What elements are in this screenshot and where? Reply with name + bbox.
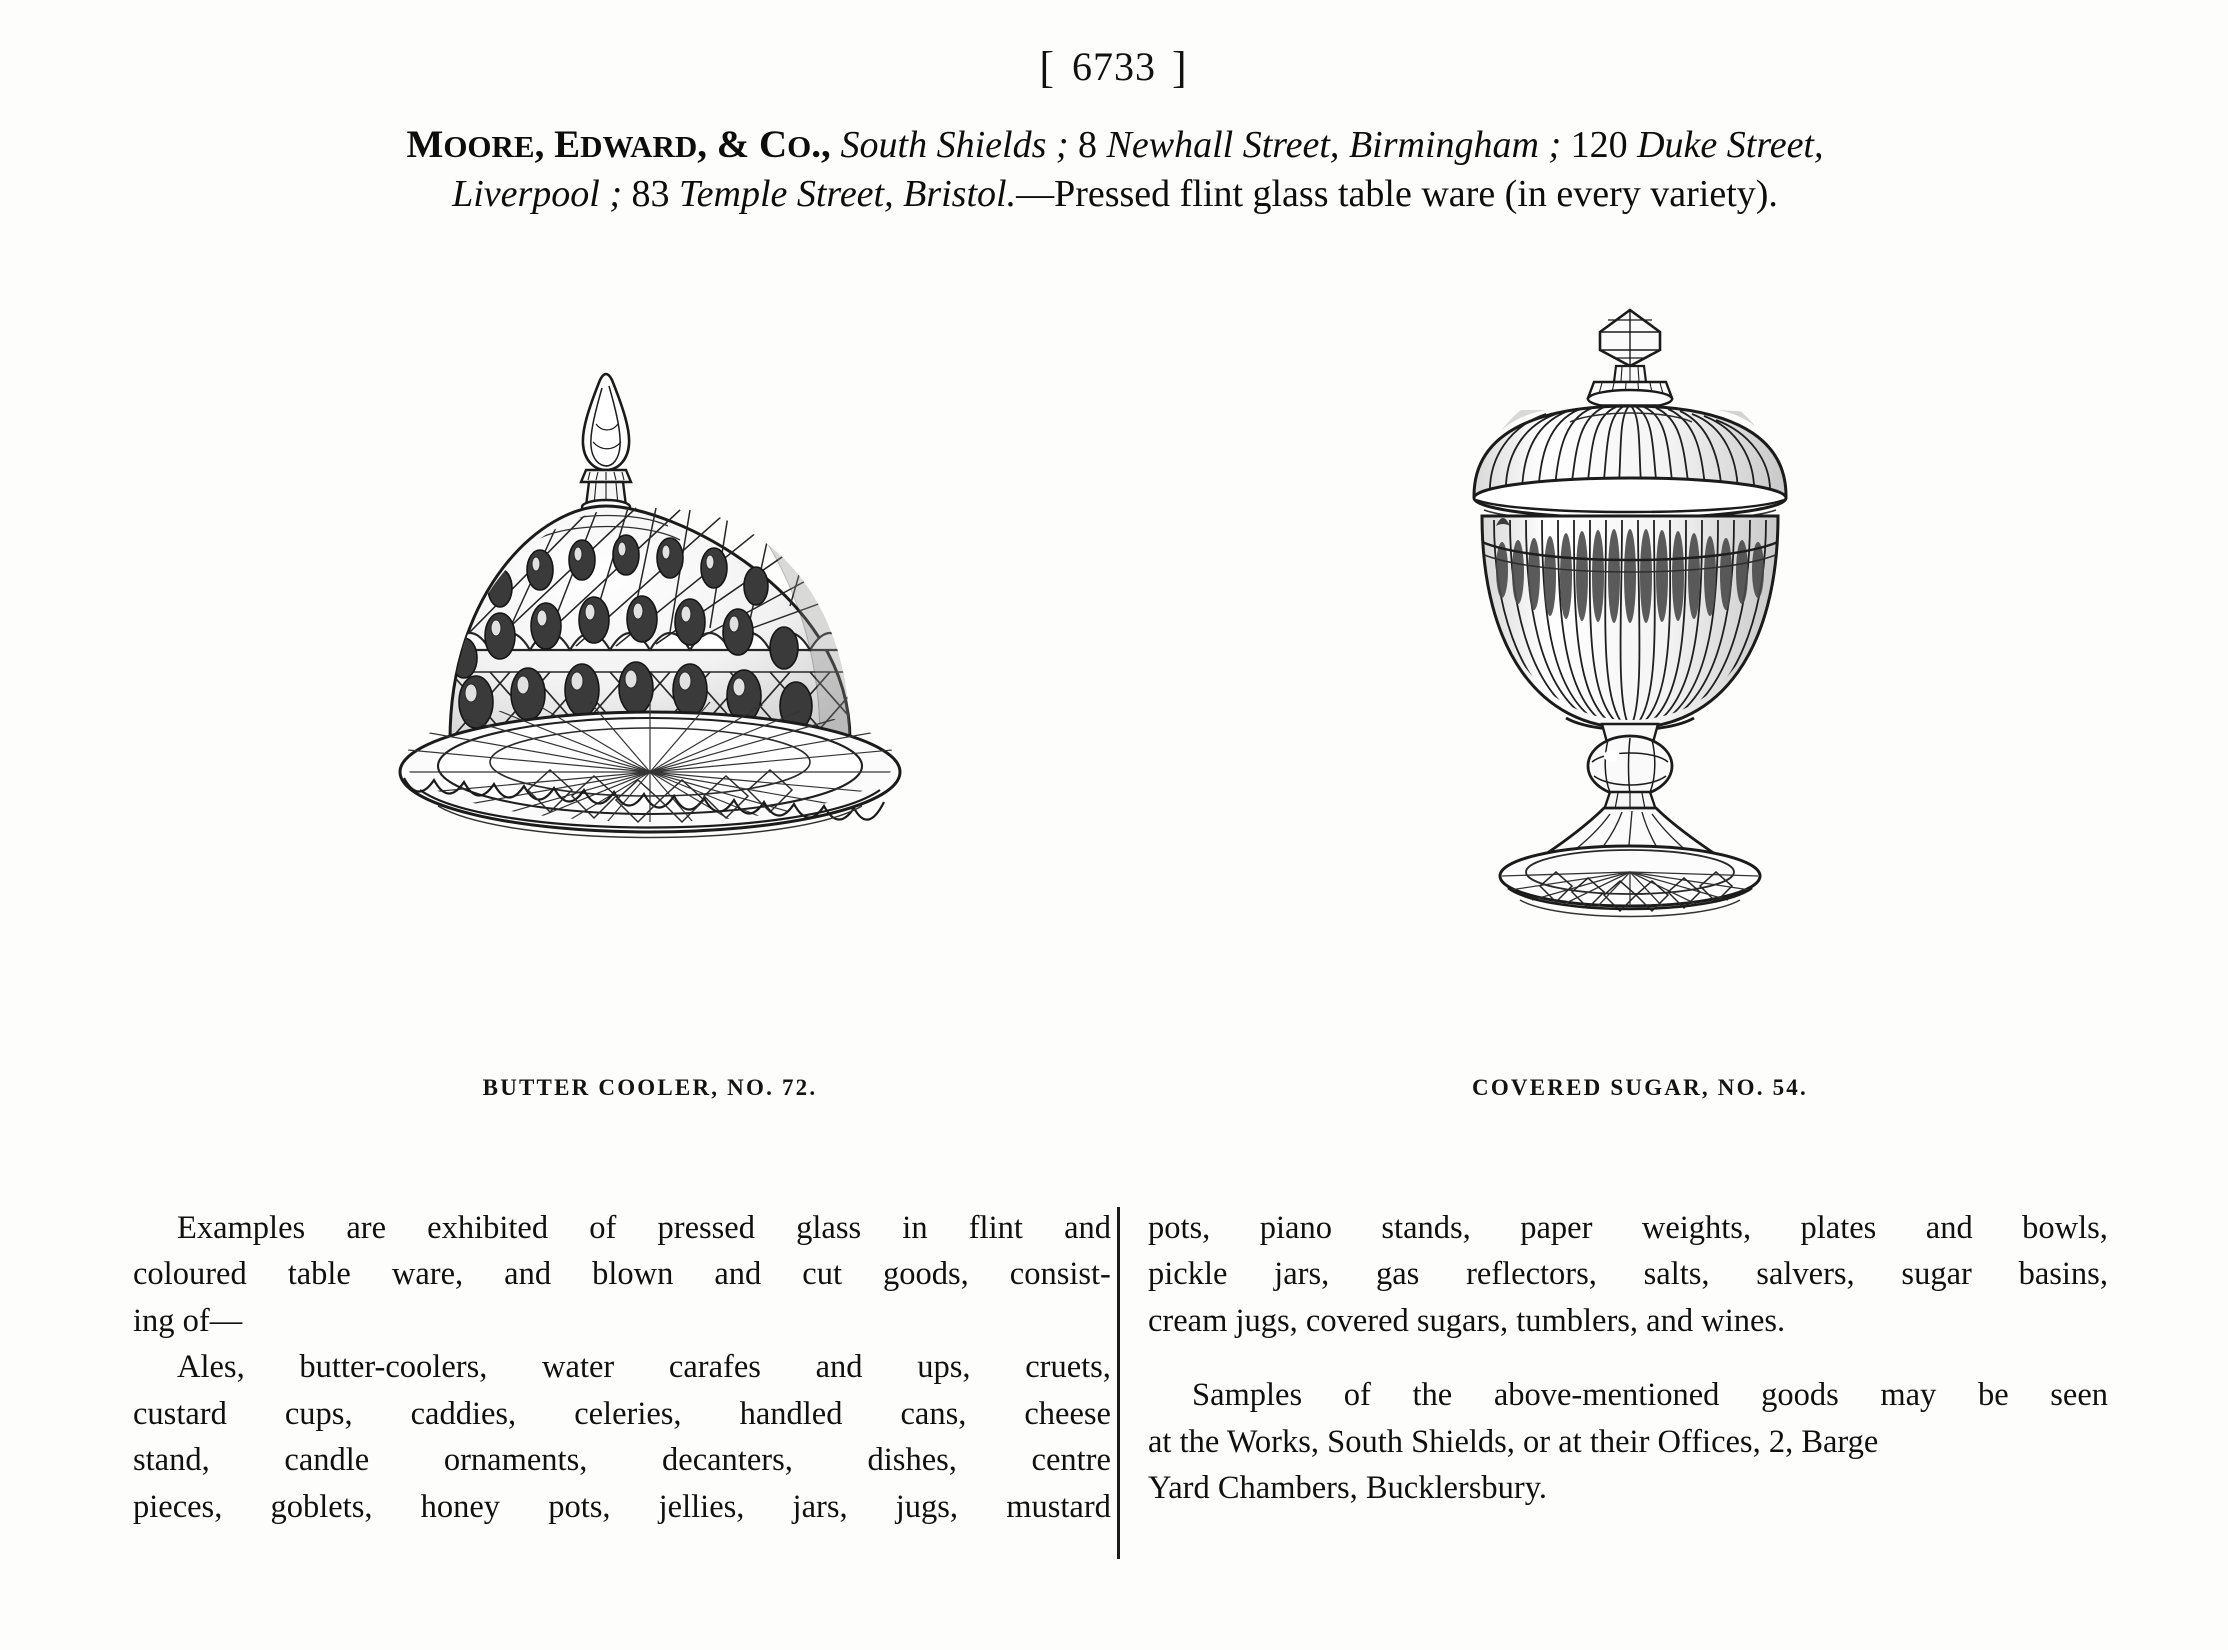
text-line: Samples of the above-mentioned goods may be seen bbox=[1192, 1377, 2108, 1414]
butter-cooler-engraving bbox=[300, 300, 1000, 1060]
covered-sugar-engraving bbox=[1370, 300, 1890, 1060]
paragraph-goods-list bbox=[133, 1344, 1111, 1530]
text-line: Ales, butter-coolers, water carafes and ups, cruets, bbox=[177, 1349, 1111, 1386]
covered-sugar-lid bbox=[1470, 406, 1792, 522]
page-number bbox=[0, 42, 2228, 93]
heading-address-newhall: Newhall Street, bbox=[1106, 124, 1340, 166]
text-line: Examples are exhibited of pressed glass in flint and bbox=[177, 1210, 1111, 1246]
heading-description: —Pressed flint glass table ware (in every variety). bbox=[1016, 172, 1778, 215]
caption-butter-cooler: BUTTER COOLER, NO. 72. bbox=[482, 1075, 818, 1100]
left-column bbox=[133, 1205, 1111, 1530]
covered-sugar-foot bbox=[1500, 808, 1760, 917]
body-text bbox=[0, 1205, 2228, 1625]
figure-butter-cooler bbox=[300, 300, 1000, 1065]
butter-cooler-finial bbox=[581, 374, 631, 514]
heading-address-liverpool: Liverpool ; bbox=[452, 172, 622, 215]
right-column bbox=[1148, 1205, 2108, 1512]
text-line: at the Works, South Shields, or at their Offices, 2, Barge bbox=[1148, 1423, 1879, 1460]
heading-address-south-shields: South Shields ; bbox=[840, 124, 1069, 166]
heading-line-1: MOORE, EDWARD, & CO., South Shields ; 8 Newhall Street, Birmingham ; 120 Duke Street, bbox=[406, 123, 1824, 166]
paragraph-goods-continued bbox=[1148, 1205, 2108, 1344]
bracket-close: ] bbox=[1172, 43, 1189, 92]
text-line: ing of— bbox=[133, 1302, 243, 1339]
exhibitor-heading bbox=[140, 120, 2090, 219]
caption-covered-sugar: COVERED SUGAR, NO. 54. bbox=[1472, 1075, 1808, 1100]
text-line: Yard Chambers, Bucklersbury. bbox=[1148, 1470, 1547, 1507]
figure-covered-sugar bbox=[1370, 300, 1890, 1065]
illustration-row bbox=[0, 300, 2228, 1100]
text-line: custard cups, caddies, celeries, handled cans, cheese bbox=[133, 1395, 1111, 1432]
heading-address-bristol: Temple Street, Bristol. bbox=[679, 172, 1017, 215]
heading-address-birmingham: Birmingham ; bbox=[1348, 124, 1562, 166]
heading-line-2: Liverpool ; 83 Temple Street, Bristol.—Pressed flint glass table ware (in every variety). bbox=[452, 172, 1778, 215]
text-line: cream jugs, covered sugars, tumblers, and wines. bbox=[1148, 1302, 1786, 1339]
bracket-open: [ bbox=[1039, 43, 1056, 92]
exhibitor-name: MOORE, EDWARD, & CO., bbox=[406, 123, 841, 166]
text-line: coloured table ware, and blown and cut goods, consist- bbox=[133, 1256, 1111, 1293]
covered-sugar-finial bbox=[1588, 310, 1672, 408]
covered-sugar-bowl bbox=[1476, 516, 1784, 730]
covered-sugar-stem bbox=[1588, 724, 1672, 810]
heading-address-duke: Duke Street, bbox=[1637, 124, 1824, 166]
text-line: stand, candle ornaments, decanters, dishes, centre bbox=[133, 1442, 1111, 1479]
paragraph-examples bbox=[133, 1205, 1111, 1344]
paragraph-samples bbox=[1148, 1372, 2108, 1511]
text-line: pieces, goblets, honey pots, jellies, jars, jugs, mustard bbox=[133, 1488, 1111, 1525]
page-number-value: 6733 bbox=[1072, 44, 1156, 89]
text-line: pickle jars, gas reflectors, salts, salvers, sugar basins, bbox=[1148, 1256, 2108, 1293]
text-line: pots, piano stands, paper weights, plates and bowls, bbox=[1148, 1210, 2108, 1246]
